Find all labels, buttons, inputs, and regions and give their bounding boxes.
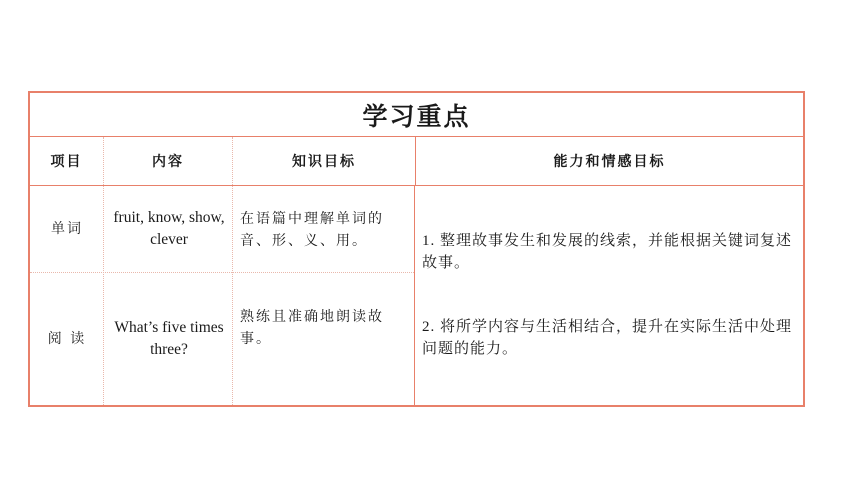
row-2-content: What’s five times three? <box>114 319 224 358</box>
row-2-knowledge-goal: 熟练且准确地朗读故事。 <box>240 309 384 347</box>
table-header-row <box>30 137 803 186</box>
table-body <box>30 186 803 405</box>
key-points-table <box>28 91 805 407</box>
ability-goal-1: 1. 整理故事发生和发展的线索，并能根据关键词复述故事。 <box>422 233 793 271</box>
col-divider-3 <box>414 186 415 405</box>
row-1-knowledge-goal: 在语篇中理解单词的音、形、义、用。 <box>240 211 384 249</box>
row-1-content: fruit, know, show, clever <box>113 209 225 248</box>
col-divider-2 <box>232 186 233 405</box>
header-content: 内容 <box>104 137 233 185</box>
ability-goal-2: 2. 将所学内容与生活相结合，提升在实际生活中处理问题的能力。 <box>422 319 793 357</box>
row-2-item: 阅 读 <box>47 331 87 347</box>
header-ability-goal: 能力和情感目标 <box>553 154 666 170</box>
header-knowledge-goal: 知识目标 <box>233 137 416 185</box>
table-title: 学习重点 <box>30 93 803 137</box>
header-item: 项目 <box>30 137 104 185</box>
row-1-item: 单词 <box>51 221 83 237</box>
